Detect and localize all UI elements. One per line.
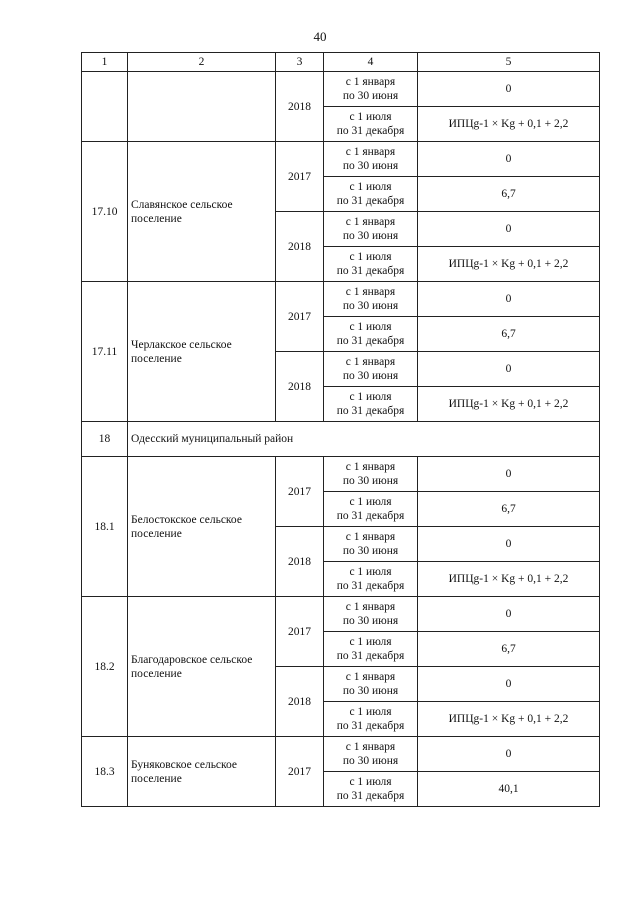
settlement-name: Благодаровское сельское поселение [128,597,276,737]
period-cell [324,457,418,492]
period-end: по 31 декабря [336,265,405,277]
table-row [82,737,600,772]
tariff-value: 6,7 [418,632,600,667]
period-end: по 31 декабря [336,125,405,137]
period-start: с 1 июля [349,111,392,123]
column-header: 5 [418,53,600,72]
period-end: по 31 декабря [336,510,405,522]
period-end: по 31 декабря [336,195,405,207]
period-cell [324,702,418,737]
year-cell: 2018 [276,527,324,597]
row-number: 17.11 [82,282,128,422]
period-start: с 1 июля [349,636,392,648]
tariff-value: 40,1 [418,772,600,807]
period-start: с 1 января [345,671,396,683]
row-number: 17.10 [82,142,128,282]
period-cell [324,597,418,632]
period-start: с 1 июля [349,776,392,788]
tariff-value: ИПЦg-1 × Kg + 0,1 + 2,2 [418,247,600,282]
period-cell [324,247,418,282]
period-start: с 1 июля [349,251,392,263]
year-cell: 2018 [276,72,324,142]
period-end: по 31 декабря [336,650,405,662]
period-end: по 30 июня [342,90,399,102]
period-end: по 30 июня [342,685,399,697]
period-start: с 1 января [345,461,396,473]
tariff-value: 0 [418,72,600,107]
period-start: с 1 января [345,601,396,613]
period-start: с 1 января [345,286,396,298]
period-start: с 1 января [345,216,396,228]
year-cell: 2018 [276,352,324,422]
tariff-value: 0 [418,142,600,177]
period-start: с 1 июля [349,706,392,718]
year-cell: 2017 [276,457,324,527]
tariff-value: 0 [418,457,600,492]
table-row [82,72,600,107]
table-row [82,457,600,492]
settlement-name: Славянское сельское поселение [128,142,276,282]
period-cell [324,142,418,177]
column-header: 2 [128,53,276,72]
year-cell: 2018 [276,212,324,282]
table-row [82,282,600,317]
tariff-value: 0 [418,212,600,247]
period-end: по 30 июня [342,615,399,627]
page-number: 40 [313,29,327,44]
period-start: с 1 января [345,146,396,158]
period-end: по 31 декабря [336,580,405,592]
period-end: по 31 декабря [336,405,405,417]
column-header: 1 [82,53,128,72]
year-cell: 2018 [276,667,324,737]
tariff-value: 0 [418,352,600,387]
period-start: с 1 июля [349,496,392,508]
period-cell [324,352,418,387]
period-cell [324,772,418,807]
period-cell [324,632,418,667]
settlement-name [128,72,276,142]
row-number: 18.1 [82,457,128,597]
year-cell: 2017 [276,282,324,352]
period-cell [324,527,418,562]
row-number: 18.3 [82,737,128,807]
period-end: по 31 декабря [336,790,405,802]
tariff-value: 0 [418,737,600,772]
header-row [82,53,600,72]
column-header: 4 [324,53,418,72]
settlement-name: Белостокское сельское поселение [128,457,276,597]
period-end: по 30 июня [342,300,399,312]
settlement-name: Буняковское сельское поселение [128,737,276,807]
period-start: с 1 июля [349,181,392,193]
region-name: Одесский муниципальный район [128,422,600,457]
period-cell [324,737,418,772]
region-row [82,422,600,457]
period-start: с 1 июля [349,321,392,333]
period-end: по 30 июня [342,545,399,557]
period-cell [324,492,418,527]
row-number [82,72,128,142]
period-cell [324,212,418,247]
period-start: с 1 января [345,531,396,543]
period-cell [324,72,418,107]
column-header: 3 [276,53,324,72]
period-start: с 1 января [345,356,396,368]
period-cell [324,562,418,597]
year-cell: 2017 [276,597,324,667]
tariff-value: ИПЦg-1 × Kg + 0,1 + 2,2 [418,562,600,597]
period-cell [324,387,418,422]
tariff-value: 6,7 [418,492,600,527]
tariff-value: ИПЦg-1 × Kg + 0,1 + 2,2 [418,702,600,737]
period-cell [324,107,418,142]
year-cell: 2017 [276,737,324,807]
period-start: с 1 января [345,76,396,88]
tariff-value: 0 [418,597,600,632]
tariff-value: 6,7 [418,177,600,212]
period-cell [324,177,418,212]
settlement-name: Черлакское сельское поселение [128,282,276,422]
tariff-value: 0 [418,527,600,562]
period-start: с 1 июля [349,566,392,578]
tariff-value: ИПЦg-1 × Kg + 0,1 + 2,2 [418,107,600,142]
period-end: по 30 июня [342,370,399,382]
tariff-value: ИПЦg-1 × Kg + 0,1 + 2,2 [418,387,600,422]
period-end: по 30 июня [342,755,399,767]
period-cell [324,282,418,317]
tariff-value: 0 [418,282,600,317]
period-end: по 31 декабря [336,335,405,347]
period-end: по 30 июня [342,160,399,172]
period-start: с 1 июля [349,391,392,403]
tariff-table [81,52,600,807]
table-row [82,597,600,632]
period-end: по 31 декабря [336,720,405,732]
row-number: 18.2 [82,597,128,737]
period-start: с 1 января [345,741,396,753]
period-cell [324,667,418,702]
tariff-value: 0 [418,667,600,702]
row-number: 18 [82,422,128,457]
period-end: по 30 июня [342,475,399,487]
year-cell: 2017 [276,142,324,212]
period-end: по 30 июня [342,230,399,242]
period-cell [324,317,418,352]
table-row [82,142,600,177]
tariff-value: 6,7 [418,317,600,352]
